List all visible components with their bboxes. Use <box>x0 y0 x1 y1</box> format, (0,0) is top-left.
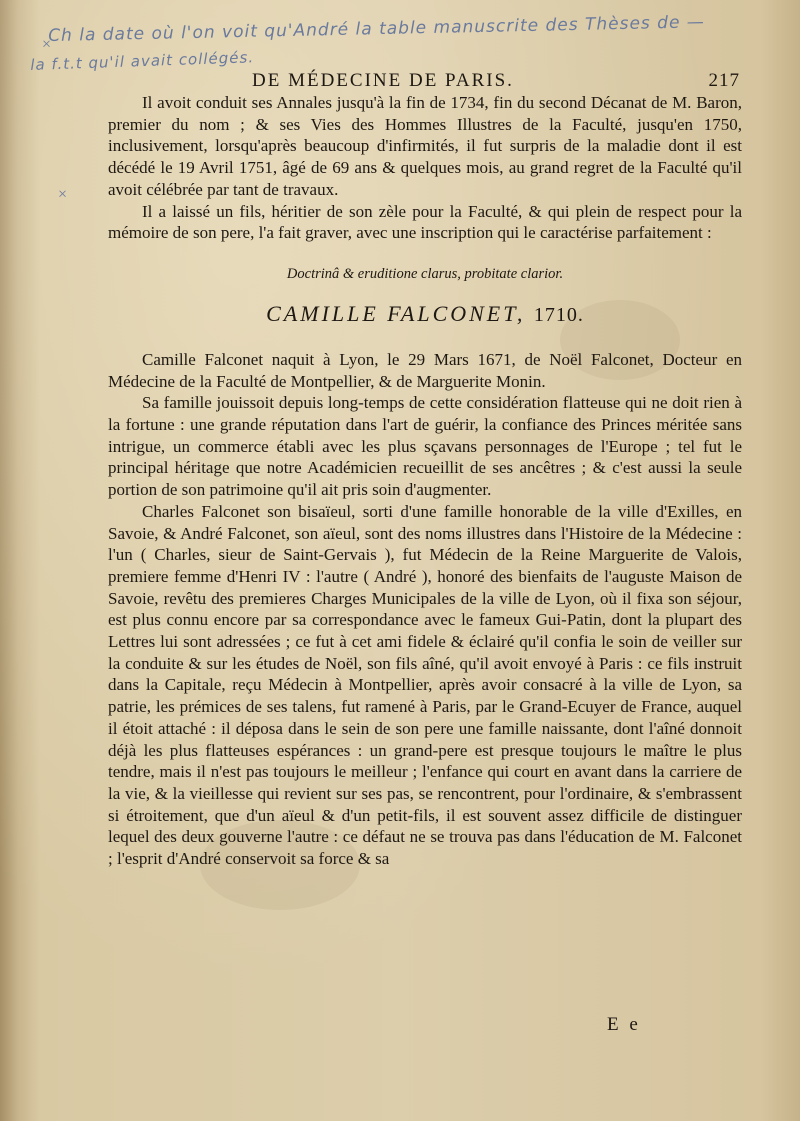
page-number: 217 <box>708 70 740 91</box>
section-title <box>108 301 742 327</box>
section-year: 1710. <box>533 303 584 326</box>
handwritten-margin-mark: × <box>58 186 68 203</box>
handwritten-note-line-1: Ch la date où l'on voit qu'André la table manuscrite des Thèses de — <box>48 12 706 46</box>
paragraph-ancestors: Charles Falconet son bisaïeul, sorti d'une famille honorable de la ville d'Exilles, en Savoie, & André Falconet, son aïeul, sont des noms illustres dans l'Histoire de la Médecine : l'un ( Charles, sieur de Saint-Gervais ), fut Médecin de la Reine Marguerite de Valois, premiere femme d'Henri IV : l'autre ( André ), honoré des bienfaits de l'auguste Maison de Savoie, revêtu des premieres Charges Municipales de la ville de Lyon, où il fixa son séjour, est plus connu encore par sa correspondance avec le fameux Gui-Patin, dont la plupart des Lettres lui sont adressées ; ce fut à cet ami fidele & éclairé qu'il confia le soin de veiller sur la conduite & sur les études de Noël, son fils aîné, qu'il avoit envoyé à Paris : ce fils instruit dans la Capitale, reçu Médecin à Montpellier, après avoir consacré à la ville de Lyon, sa patrie, les prémices de ses talens, fut ramené à Paris, par le Grand-Ecuyer de France, auquel il étoit attaché : il déposa dans le sein de son pere une famille naissante, dont l'aîné donnoit déjà les plus flatteuses espérances : un grand-pere est presque toujours le maître le plus tendre, mais il n'est pas toujours le meilleur ; l'enfance qui court en avant dans la carriere de la vie, & la vieillesse qui revient sur ses pas, se rencontrent, pour l'ordinaire, & s'embrassent si étroitement, que d'un aïeul & d'un petit-fils, il est souvent assez difficile de distinguer lequel des deux gouverne l'autre : ce défaut ne se trouva pas dans l'éducation de M. Falconet ; l'esprit d'André conservoit sa force & sa <box>108 501 742 869</box>
running-head-title: DE MÉDECINE DE PARIS. <box>252 70 514 91</box>
handwritten-cross-mark: × <box>42 36 52 53</box>
section-name: CAMILLE FALCONET, <box>266 300 526 326</box>
paragraph-annales: Il avoit conduit ses Annales jusqu'à la fin de 1734, fin du second Décanat de M. Baron, premier du nom ; & ses Vies des Hommes Illustres de la Faculté, jusqu'en 1750, inclusivement, lorsqu'après beaucoup d'infirmités, il fut surpris de la maladie dont il est décédé le 19 Avril 1751, âgé de 69 ans & quelques mois, au grand regret de la Faculté qu'il avoit célébrée par tant de travaux. <box>108 93 742 199</box>
handwritten-note-line-2: la f.t.t qu'il avait collégés. <box>30 48 255 74</box>
epitaph-motto: Doctrinâ & eruditione clarus, probitate clarior. <box>286 265 564 282</box>
paragraph-birth: Camille Falconet naquit à Lyon, le 29 Mars 1671, de Noël Falconet, Docteur en Médecine de la Faculté de Montpellier, & de Marguerite Monin. <box>108 349 742 391</box>
page-body <box>108 92 742 870</box>
paragraph-family: Sa famille jouissoit depuis long-temps de cette considération flatteuse qui ne doit rien à la fortune : une grande réputation dans l'art de guérir, la confiance des Princes méritée sans intrigue, un commerce établi avec les plus sçavans personnages de l'Europe ; tel fut le principal héritage que notre Académicien recueillit de ses ancêtres ; & c'est aussi la seule portion de son patrimoine qu'il ait pris soin d'augmenter. <box>108 393 742 500</box>
signature-mark: E e <box>607 1014 641 1035</box>
paragraph-son: Il a laissé un fils, héritier de son zèle pour la Faculté, & qui plein de respect pour la mémoire de son pere, l'a fait graver, avec une inscription qui le caractérise parfaitement : <box>108 201 742 243</box>
